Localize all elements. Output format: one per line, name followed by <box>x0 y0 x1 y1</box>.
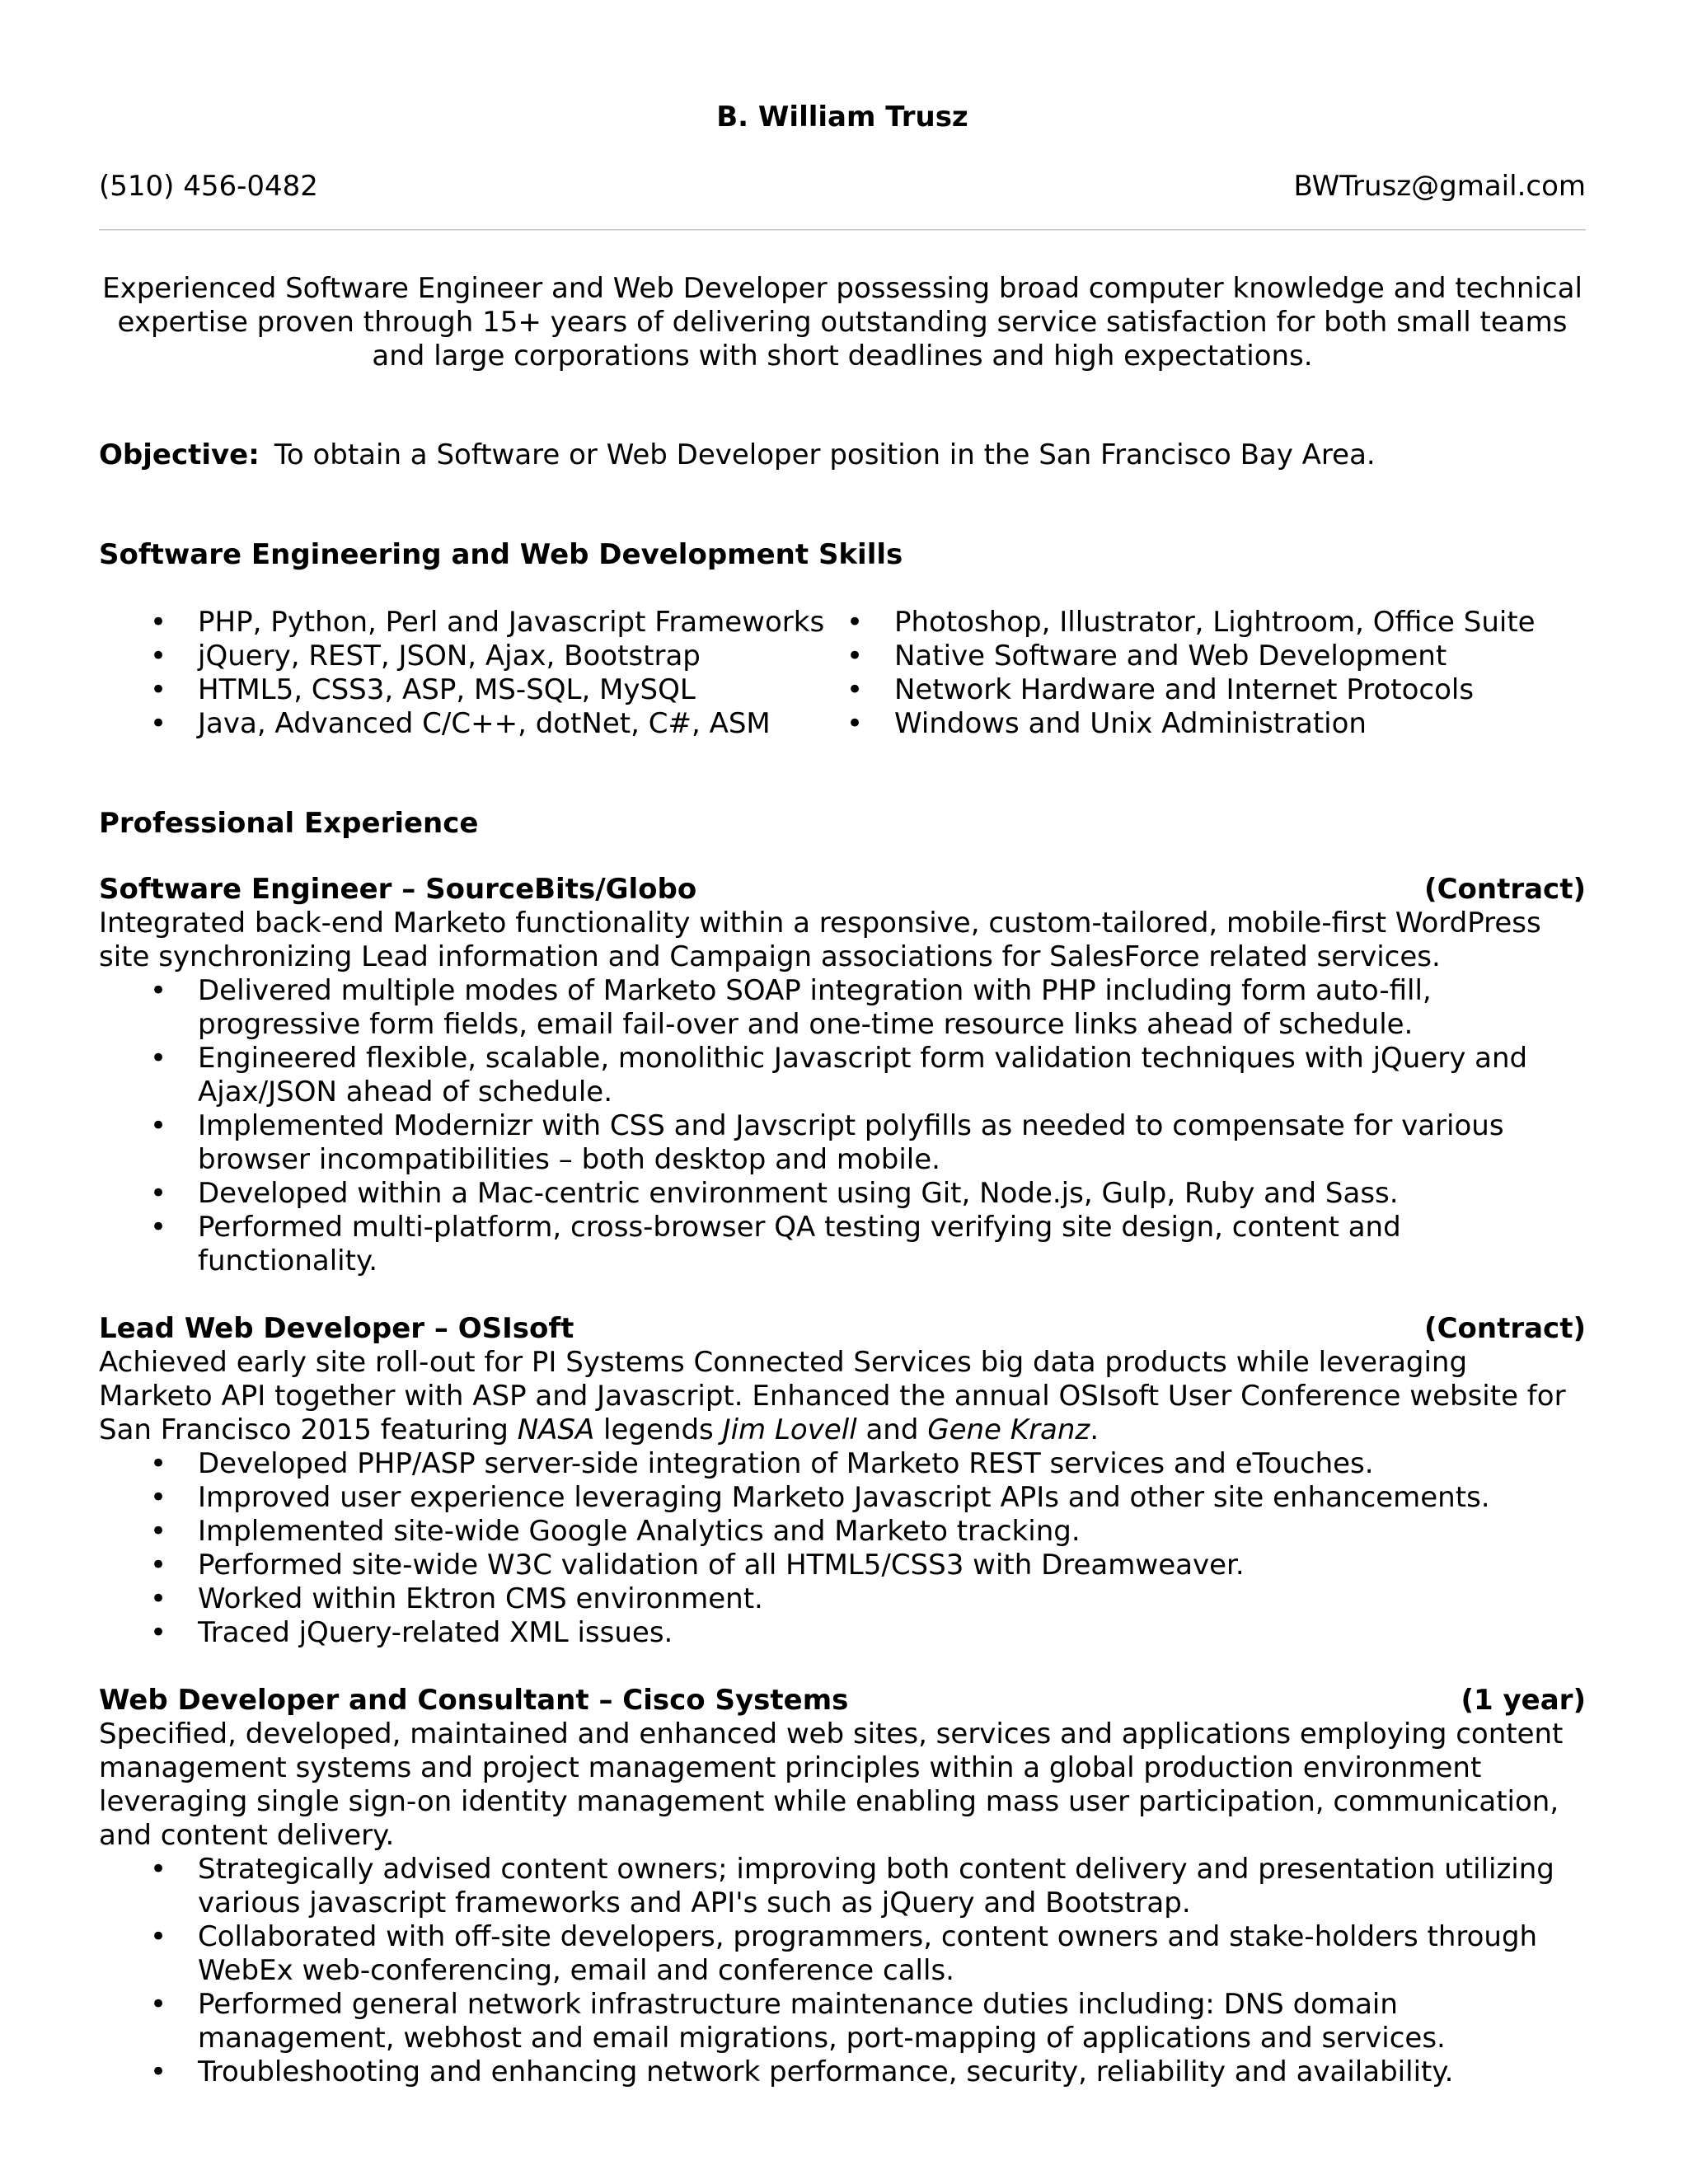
skill-item <box>99 707 845 741</box>
skills-list <box>99 606 1586 741</box>
job-bullet-item <box>99 1515 1586 1549</box>
bullet-glyph: • <box>150 640 167 673</box>
bullet-glyph: • <box>150 1211 167 1244</box>
emphasis-text: NASA <box>517 1413 595 1446</box>
skill-item <box>99 673 845 707</box>
job-bullet-item <box>99 1481 1586 1515</box>
objective-line <box>99 438 1586 472</box>
bullet-text: Troubleshooting and enhancing network performance, security, reliability and availability. <box>198 2055 1454 2088</box>
skills-column-left <box>99 606 845 741</box>
bullet-glyph: • <box>150 2055 167 2088</box>
bullet-glyph: • <box>150 1582 167 1615</box>
bullet-glyph: • <box>846 707 864 740</box>
skill-item <box>845 673 1586 707</box>
description-text: Integrated back-end Marketo functionality within a responsive, custom-tailored, mobile-first WordPress site synchronizing Lead information and Campaign associations for SalesForce related services. <box>99 907 1541 973</box>
summary-paragraph: Experienced Software Engineer and Web Developer possessing broad computer knowledge and technical expertise proven through 15+ years of delivering outstanding service satisfaction for both small teams and large corporations with short deadlines and high expectations. <box>102 272 1582 373</box>
objective-text: To obtain a Software or Web Developer position in the San Francisco Bay Area. <box>274 438 1376 471</box>
bullet-text: Performed site-wide W3C validation of all HTML5/CSS3 with Dreamweaver. <box>198 1549 1245 1582</box>
job-bullets <box>99 1853 1586 2089</box>
skill-text: HTML5, CSS3, ASP, MS-SQL, MySQL <box>198 673 696 706</box>
bullet-text: Developed PHP/ASP server-side integration of Marketo REST services and eTouches. <box>198 1447 1374 1480</box>
description-text: Achieved early site roll-out for PI Systems Connected Services big data products while leveraging Marketo API together with ASP and Javascript. Enhanced the annual OSIsoft User Conference website for San Francisco 2015 featuring <box>99 1346 1566 1446</box>
skill-item <box>845 707 1586 741</box>
bullet-text: Delivered multiple modes of Marketo SOAP integration with PHP including form auto-fill, progressive form fields, email fail-over and one-time resource links ahead of schedule. <box>198 974 1432 1041</box>
job-term: (Contract) <box>1424 873 1586 906</box>
skill-text: Network Hardware and Internet Protocols <box>894 673 1475 706</box>
description-text: and <box>856 1413 928 1446</box>
job-entry <box>99 1684 1586 2089</box>
resume-page <box>99 97 1586 2089</box>
job-bullet-item <box>99 1853 1586 1920</box>
bullet-glyph: • <box>150 1549 167 1582</box>
job-description <box>99 907 1586 974</box>
job-bullet-item <box>99 1177 1586 1211</box>
job-header <box>99 1684 1586 1718</box>
job-bullet-item <box>99 1109 1586 1177</box>
bullet-glyph: • <box>150 1920 167 1953</box>
bullet-glyph: • <box>150 1515 167 1548</box>
job-bullet-item <box>99 974 1586 1042</box>
bullet-text: Collaborated with off-site developers, programmers, content owners and stake-holders through WebEx web-conferencing, email and conference calls. <box>198 1920 1538 1987</box>
bullet-glyph: • <box>846 673 864 706</box>
bullet-text: Engineered flexible, scalable, monolithic Javascript form validation techniques with jQuery and Ajax/JSON ahead of schedule. <box>198 1042 1528 1108</box>
bullet-glyph: • <box>150 1109 167 1142</box>
job-bullet-item <box>99 1582 1586 1616</box>
candidate-name: B. William Trusz <box>716 101 968 134</box>
skill-text: Java, Advanced C/C++, dotNet, C#, ASM <box>198 707 771 740</box>
bullet-text: Traced jQuery-related XML issues. <box>198 1616 673 1649</box>
skill-item <box>99 640 845 673</box>
job-entry <box>99 1312 1586 1650</box>
bullet-glyph: • <box>846 606 864 639</box>
job-bullet-item <box>99 1549 1586 1582</box>
job-title: Lead Web Developer – OSIsoft <box>99 1312 574 1345</box>
job-bullet-item <box>99 2055 1586 2089</box>
description-text: legends <box>594 1413 723 1446</box>
bullet-glyph: • <box>150 1177 167 1210</box>
experience-list <box>99 873 1586 2089</box>
bullet-glyph: • <box>150 1616 167 1649</box>
bullet-text: Improved user experience leveraging Marketo Javascript APIs and other site enhancements. <box>198 1481 1490 1514</box>
job-description <box>99 1718 1586 1853</box>
job-bullet-item <box>99 1988 1586 2055</box>
bullet-text: Strategically advised content owners; improving both content delivery and presentation utilizing various javascript frameworks and API's such as jQuery and Bootstrap. <box>198 1853 1554 1919</box>
job-title: Web Developer and Consultant – Cisco Systems <box>99 1684 849 1717</box>
bullet-text: Developed within a Mac-centric environment using Git, Node.js, Gulp, Ruby and Sass. <box>198 1177 1399 1210</box>
job-bullet-item <box>99 1616 1586 1650</box>
job-description <box>99 1346 1586 1447</box>
skill-item <box>845 606 1586 640</box>
bullet-glyph: • <box>846 640 864 673</box>
objective-label: Objective: <box>99 438 260 471</box>
skill-item <box>845 640 1586 673</box>
bullet-text: Performed multi-platform, cross-browser QA testing verifying site design, content and functionality. <box>198 1211 1401 1277</box>
email-address: BWTrusz@gmail.com <box>1293 170 1586 203</box>
experience-heading: Professional Experience <box>99 807 479 840</box>
description-text: Specified, developed, maintained and enhanced web sites, services and applications employing content management systems and project management principles within a global production environment leveraging single sign-on identity management while enabling mass user participation, communication, and content delivery. <box>99 1718 1564 1852</box>
bullet-glyph: • <box>150 606 167 639</box>
bullet-glyph: • <box>150 1042 167 1075</box>
bullet-text: Performed general network infrastructure maintenance duties including: DNS domain management, webhost and email migrations, port-mapping of applications and services. <box>198 1988 1446 2055</box>
skills-heading: Software Engineering and Web Development Skills <box>99 538 903 571</box>
skill-text: PHP, Python, Perl and Javascript Frameworks <box>198 606 825 639</box>
skill-text: Photoshop, Illustrator, Lightroom, Office Suite <box>894 606 1536 639</box>
bullet-glyph: • <box>150 673 167 706</box>
job-term: (1 year) <box>1461 1684 1586 1717</box>
job-bullet-item <box>99 1447 1586 1481</box>
job-term: (Contract) <box>1424 1312 1586 1345</box>
job-header <box>99 1312 1586 1346</box>
job-bullet-item <box>99 1920 1586 1988</box>
bullet-glyph: • <box>150 1988 167 2021</box>
bullet-text: Implemented Modernizr with CSS and Javscript polyfills as needed to compensate for various browser incompatibilities – both desktop and mobile. <box>198 1109 1504 1176</box>
bullet-glyph: • <box>150 974 167 1007</box>
emphasis-text: Gene Kranz <box>927 1413 1090 1446</box>
skill-text: jQuery, REST, JSON, Ajax, Bootstrap <box>198 640 701 673</box>
job-bullet-item <box>99 1211 1586 1278</box>
bullet-glyph: • <box>150 1481 167 1514</box>
description-text: . <box>1090 1413 1100 1446</box>
job-title: Software Engineer – SourceBits/Globo <box>99 873 697 906</box>
skill-text: Windows and Unix Administration <box>894 707 1367 740</box>
skill-item <box>99 606 845 640</box>
bullet-text: Implemented site-wide Google Analytics and Marketo tracking. <box>198 1515 1081 1548</box>
skills-column-right <box>845 606 1586 741</box>
phone-number: (510) 456-0482 <box>99 170 318 203</box>
bullet-text: Worked within Ektron CMS environment. <box>198 1582 763 1615</box>
job-header <box>99 873 1586 907</box>
contact-row <box>99 166 1586 206</box>
emphasis-text: Jim Lovell <box>722 1413 857 1446</box>
header-divider <box>99 229 1586 231</box>
bullet-glyph: • <box>150 1853 167 1886</box>
bullet-glyph: • <box>150 1447 167 1480</box>
skill-text: Native Software and Web Development <box>894 640 1447 673</box>
bullet-glyph: • <box>150 707 167 740</box>
job-bullet-item <box>99 1042 1586 1109</box>
job-bullets <box>99 1447 1586 1650</box>
job-entry <box>99 873 1586 1278</box>
job-bullets <box>99 974 1586 1278</box>
